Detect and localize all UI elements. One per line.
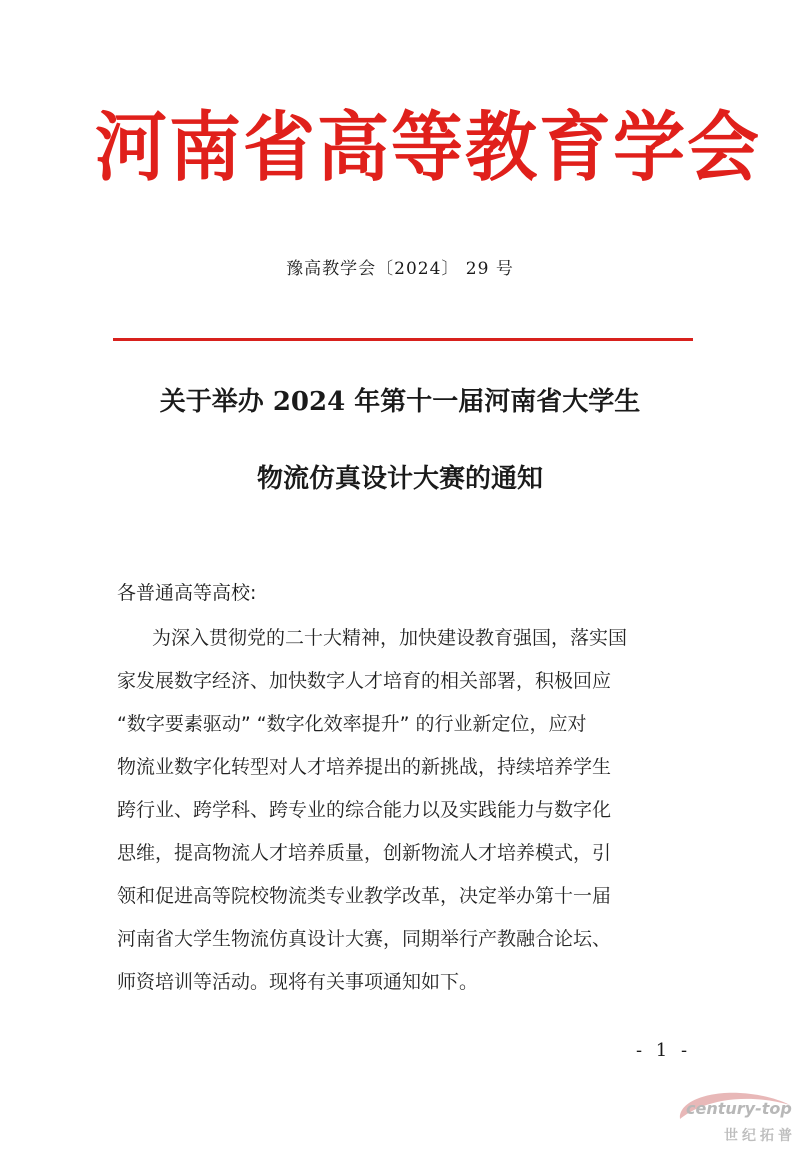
body-line: 河南省大学生物流仿真设计大赛，同期举行产教融合论坛、: [117, 928, 612, 950]
page-number: - 1 -: [636, 1040, 692, 1061]
org-title: 河南省高等教育学会: [95, 101, 762, 192]
notice-title-line-2: 物流仿真设计大赛的通知: [256, 464, 543, 494]
body-line: “数字要素驱动” “数字化效率提升” 的行业新定位，应对: [117, 713, 587, 735]
body-line: 家发展数字经济、加快数字人才培育的相关部署，积极回应: [117, 670, 612, 692]
body-line: 思维，提高物流人才培养质量，创新物流人才培养模式，引: [117, 842, 612, 864]
document-number: 豫高教学会〔2024〕 29 号: [286, 259, 514, 279]
notice-title-line-1: 关于举办 2024 年第十一届河南省大学生: [159, 387, 641, 417]
watermark-chinese: 世纪拓普: [724, 1128, 796, 1144]
body-line: 师资培训等活动。现将有关事项通知如下。: [117, 971, 479, 993]
body-line: 跨行业、跨学科、跨专业的综合能力以及实践能力与数字化: [117, 799, 612, 821]
body-line: 为深入贯彻党的二十大精神，加快建设教育强国，落实国: [152, 627, 628, 649]
watermark-logo: [650, 1085, 800, 1152]
watermark-english: century-top: [686, 1099, 792, 1118]
red-divider-line: [113, 338, 693, 341]
addressee: 各普通高等高校:: [117, 582, 257, 604]
body-line: 领和促进高等院校物流类专业教学改革，决定举办第十一届: [117, 885, 612, 907]
body-line: 物流业数字化转型对人才培养提出的新挑战，持续培养学生: [117, 756, 612, 778]
